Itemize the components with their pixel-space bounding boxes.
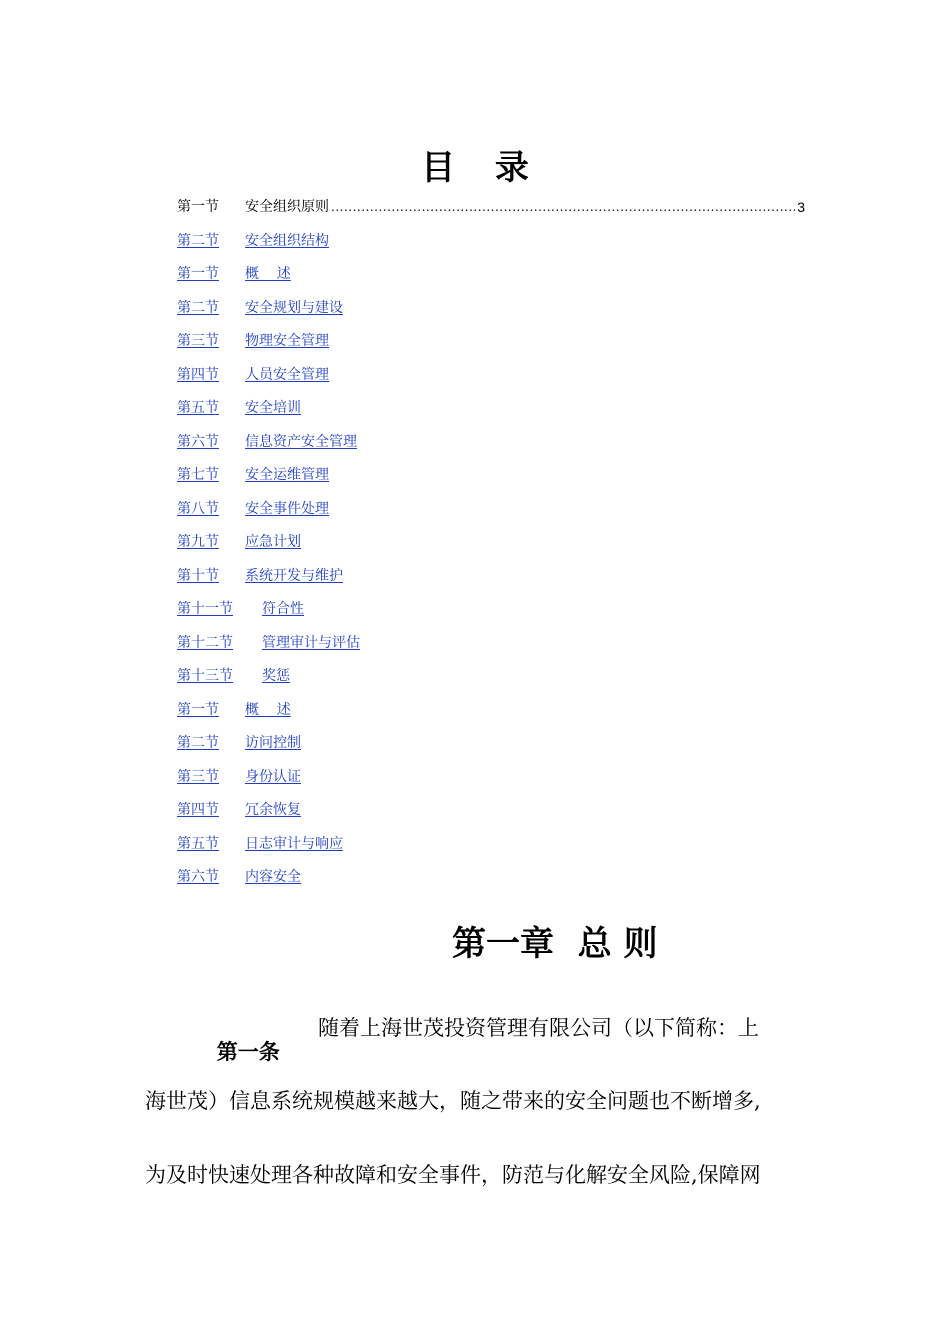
toc-link[interactable] bbox=[177, 766, 301, 788]
toc-entry[interactable] bbox=[177, 431, 805, 465]
toc-entry-number: 第四节 bbox=[177, 802, 219, 818]
paragraph-line-2: 海世茂）信息系统规模越来越大，随之带来的安全问题也不断增多, bbox=[145, 1089, 761, 1113]
toc-link[interactable] bbox=[177, 866, 301, 888]
toc-link[interactable] bbox=[177, 263, 291, 285]
toc-entry-number: 第七节 bbox=[177, 467, 219, 483]
toc-entry-number: 第四节 bbox=[177, 366, 219, 383]
toc-entry[interactable] bbox=[177, 632, 805, 666]
toc-entry[interactable] bbox=[177, 866, 805, 900]
toc-entry-number: 第一节 bbox=[177, 266, 219, 282]
table-of-contents bbox=[177, 196, 805, 900]
toc-link[interactable] bbox=[177, 330, 329, 352]
toc-entry-title: 系统开发与维护 bbox=[245, 567, 343, 584]
toc-entry-number: 第三节 bbox=[177, 768, 219, 785]
toc-entry[interactable] bbox=[177, 297, 805, 331]
toc-entry-number: 第九节 bbox=[177, 534, 219, 550]
toc-entry-number: 第一节 bbox=[177, 701, 219, 718]
toc-entry-number: 第八节 bbox=[177, 500, 219, 517]
toc-entry-number: 第二节 bbox=[177, 299, 219, 316]
paragraph-line-1: 随着上海世茂投资管理有限公司（以下简称：上 bbox=[318, 1016, 759, 1040]
toc-entry-title: 内容安全 bbox=[245, 869, 301, 885]
toc-entry-number: 第十三节 bbox=[177, 668, 233, 684]
toc-entry[interactable] bbox=[177, 598, 805, 632]
toc-entry-title: 安全规划与建设 bbox=[245, 299, 343, 316]
toc-entry-number: 第三节 bbox=[177, 333, 219, 349]
toc-link[interactable] bbox=[177, 833, 343, 855]
toc-entry-title: 安全事件处理 bbox=[245, 500, 329, 517]
toc-entry-title: 概 述 bbox=[245, 266, 291, 282]
chapter-title: 第一章 总 则 bbox=[452, 924, 658, 964]
paragraph-line-3: 为及时快速处理各种故障和安全事件，防范与化解安全风险,保障网 bbox=[145, 1163, 761, 1187]
toc-entry[interactable] bbox=[177, 397, 805, 431]
toc-entry-number: 第二节 bbox=[177, 735, 219, 751]
article-label: 第一条 bbox=[216, 1040, 280, 1064]
toc-link[interactable] bbox=[177, 799, 301, 821]
toc-entry[interactable] bbox=[177, 230, 805, 264]
toc-entry[interactable] bbox=[177, 732, 805, 766]
toc-entry-number: 第十节 bbox=[177, 567, 219, 584]
toc-link[interactable] bbox=[177, 464, 329, 486]
toc-entry-title: 应急计划 bbox=[245, 534, 301, 550]
toc-entry[interactable] bbox=[177, 263, 805, 297]
toc-link[interactable] bbox=[177, 598, 304, 620]
toc-entry-title: 安全组织原则 bbox=[245, 199, 329, 215]
toc-link[interactable] bbox=[177, 665, 290, 687]
toc-entry[interactable] bbox=[177, 699, 805, 733]
toc-entry[interactable] bbox=[177, 665, 805, 699]
toc-entry[interactable] bbox=[177, 766, 805, 800]
toc-link[interactable] bbox=[177, 431, 357, 453]
toc-entry[interactable] bbox=[177, 498, 805, 532]
toc-entry[interactable] bbox=[177, 330, 805, 364]
toc-entry-number: 第六节 bbox=[177, 433, 219, 450]
toc-link[interactable] bbox=[177, 699, 291, 721]
toc-page-number: 3 bbox=[797, 199, 805, 215]
toc-entry-title: 日志审计与响应 bbox=[245, 835, 343, 852]
toc-entry[interactable] bbox=[177, 531, 805, 565]
toc-entry[interactable] bbox=[177, 799, 805, 833]
toc-link[interactable] bbox=[177, 565, 343, 587]
toc-link[interactable] bbox=[177, 498, 329, 520]
toc-link[interactable] bbox=[177, 632, 360, 654]
toc-link[interactable] bbox=[177, 732, 301, 754]
toc-entry[interactable] bbox=[177, 565, 805, 599]
toc-entry-title: 信息资产安全管理 bbox=[245, 433, 357, 450]
toc-entry-title: 人员安全管理 bbox=[245, 366, 329, 383]
toc-entry-number: 第五节 bbox=[177, 400, 219, 416]
toc-entry-title: 安全组织结构 bbox=[245, 232, 329, 249]
toc-entry-title: 冗余恢复 bbox=[245, 802, 301, 818]
toc-entry-title: 访问控制 bbox=[245, 735, 301, 751]
toc-entry-title: 身份认证 bbox=[245, 768, 301, 785]
toc-entry[interactable] bbox=[177, 833, 805, 867]
toc-entry-title: 安全运维管理 bbox=[245, 467, 329, 483]
toc-entry-title: 安全培训 bbox=[245, 400, 301, 416]
toc-entry-title: 概 述 bbox=[245, 701, 291, 718]
toc-link[interactable] bbox=[177, 397, 301, 419]
toc-entry[interactable] bbox=[177, 364, 805, 398]
toc-entry-first[interactable] bbox=[177, 196, 805, 230]
toc-entry-title: 管理审计与评估 bbox=[262, 634, 360, 651]
toc-entry-number: 第六节 bbox=[177, 869, 219, 885]
toc-entry-title: 物理安全管理 bbox=[245, 333, 329, 349]
toc-entry-number: 第二节 bbox=[177, 232, 219, 249]
toc-link[interactable] bbox=[177, 230, 329, 252]
toc-leader-dots bbox=[331, 196, 795, 218]
toc-entry-number: 第十一节 bbox=[177, 601, 233, 617]
toc-entry-number: 第一节 bbox=[177, 199, 219, 215]
toc-entry-title: 符合性 bbox=[262, 601, 304, 617]
toc-link[interactable] bbox=[177, 297, 343, 319]
toc-entry[interactable] bbox=[177, 464, 805, 498]
toc-entry-number: 第五节 bbox=[177, 835, 219, 852]
toc-link[interactable] bbox=[177, 364, 329, 386]
toc-entry-number: 第十二节 bbox=[177, 634, 233, 651]
toc-link[interactable] bbox=[177, 531, 301, 553]
toc-title: 目 录 bbox=[421, 148, 543, 188]
toc-entry-title: 奖惩 bbox=[262, 668, 290, 684]
